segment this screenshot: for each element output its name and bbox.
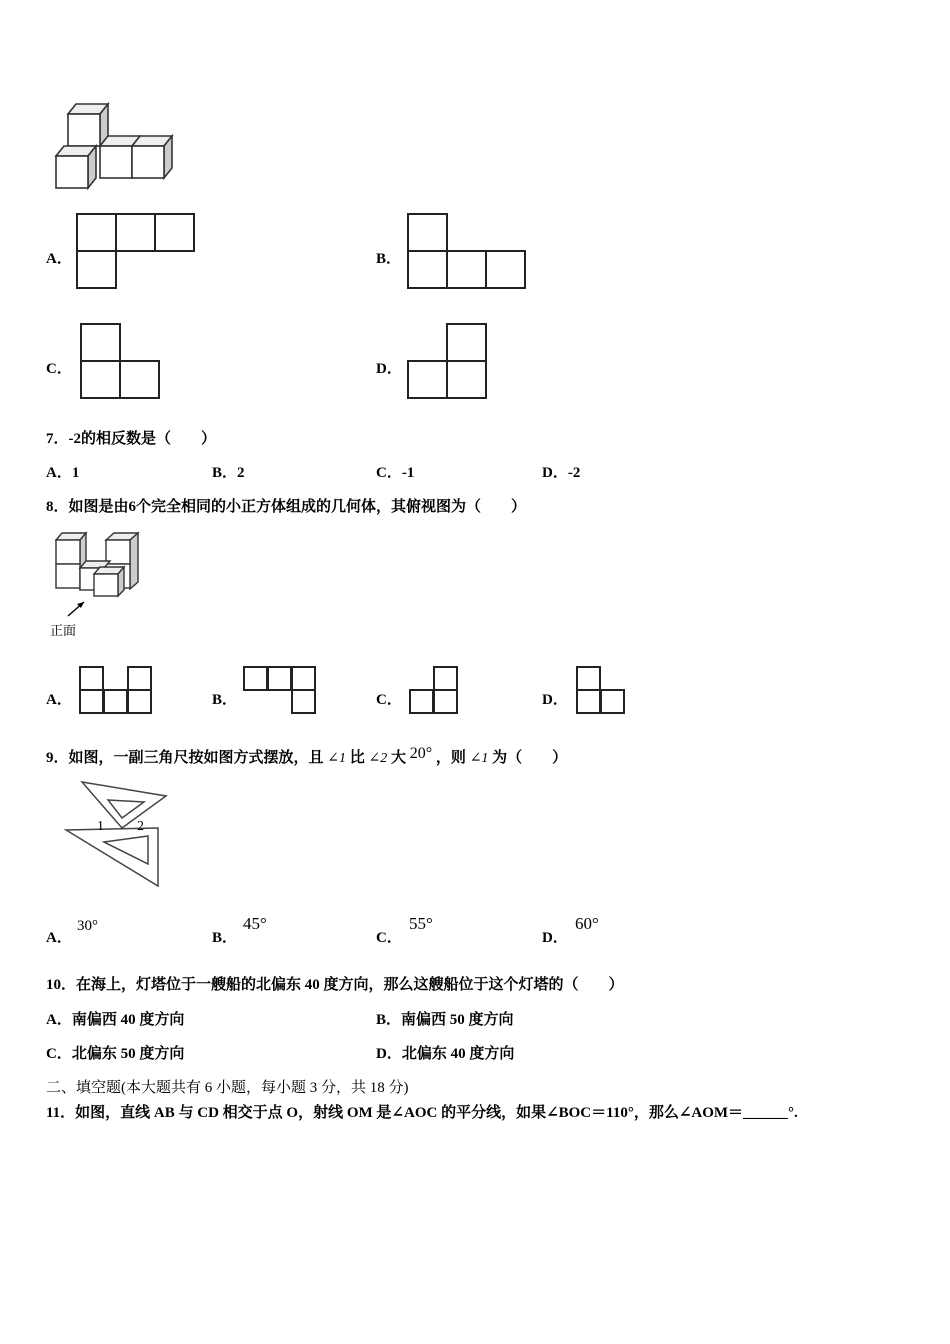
q10-stem: 10．在海上，灯塔位于一艘船的北偏东 40 度方向，那么这艘船位于这个灯塔的（ ） [46, 977, 624, 993]
q9-option-c-letter: C． [376, 930, 402, 946]
q9-stem-c: 大 [391, 750, 407, 766]
q6-option-a-view[interactable] [76, 213, 196, 293]
q9-option-d[interactable] [542, 928, 568, 948]
q8-solid-figure [50, 530, 150, 620]
q8-option-c-letter[interactable]: C． [376, 692, 402, 708]
q6-option-b-view[interactable] [407, 213, 529, 293]
q9-fig-label-2: 2 [137, 819, 144, 834]
q7-option-a[interactable]: A．1 [46, 465, 80, 481]
q10-option-c[interactable]: C．北偏东 50 度方向 [46, 1046, 185, 1062]
q9-option-c-value[interactable]: 55° [409, 914, 433, 933]
q6-solid-figure [50, 98, 180, 194]
q8-option-b-letter[interactable]: B． [212, 692, 238, 708]
q6-option-c-letter[interactable]: C． [46, 361, 72, 377]
q9-option-b-letter: B． [212, 930, 238, 946]
q9-option-b[interactable] [212, 928, 237, 948]
q10-option-d[interactable]: D．北偏东 40 度方向 [376, 1046, 515, 1062]
q9-option-a[interactable] [46, 928, 72, 948]
q8-option-d-view[interactable] [576, 666, 626, 716]
q8-option-c-view[interactable] [409, 666, 459, 716]
q8-option-b-view[interactable] [243, 666, 317, 716]
q9-stem-a: 9．如图，一副三角尺按如图方式摆放，且 [46, 750, 324, 766]
q9-angle1b: ∠1 [469, 751, 489, 766]
q9-option-a-letter: A． [46, 930, 72, 946]
q9-stem-d: ，则 [435, 750, 466, 766]
q9-angle1: ∠1 [327, 751, 346, 766]
q6-option-d-letter[interactable]: D． [376, 361, 402, 377]
q7-option-b[interactable]: B．2 [212, 465, 245, 481]
q9-stem-e: 为（ ） [492, 750, 568, 766]
q9-option-c[interactable] [376, 928, 402, 948]
q8-option-a-letter[interactable]: A． [46, 692, 72, 708]
q8-front-label: 正面 [50, 623, 77, 638]
q6-option-a-letter[interactable]: A． [46, 251, 72, 267]
q9-option-d-value[interactable]: 60° [575, 914, 599, 933]
q10-option-b[interactable]: B．南偏西 50 度方向 [376, 1012, 514, 1028]
q9-triangle-rulers-figure [60, 778, 180, 890]
q9-stem [46, 745, 568, 769]
q11-stem: 11．如图，直线 AB 与 CD 相交于点 O，射线 OM 是∠AOC 的平分线，如果∠BOC＝110°，那么∠AOM＝______°. [46, 1105, 798, 1121]
q9-option-a-value[interactable]: 30° [77, 918, 98, 934]
q6-option-c-view[interactable] [80, 323, 162, 403]
q7-option-d[interactable]: D．-2 [542, 465, 581, 481]
q8-option-a-view[interactable] [79, 666, 153, 716]
q7-stem: 7．-2的相反数是（ ） [46, 431, 216, 447]
q8-option-d-letter[interactable]: D． [542, 692, 568, 708]
q9-fig-label-1: 1 [97, 819, 104, 834]
q9-deg: 20° [409, 745, 433, 762]
q6-option-b-letter[interactable]: B． [376, 251, 402, 267]
q6-option-d-view[interactable] [407, 323, 489, 403]
q9-stem-b: 比 [349, 750, 365, 766]
q10-option-a[interactable]: A．南偏西 40 度方向 [46, 1012, 185, 1028]
q9-option-d-letter: D． [542, 930, 568, 946]
q7-option-c[interactable]: C．-1 [376, 465, 415, 481]
q9-angle2: ∠2 [368, 751, 388, 766]
q8-stem: 8．如图是由6个完全相同的小正方体组成的几何体，其俯视图为（ ） [46, 499, 527, 515]
q9-option-b-value[interactable]: 45° [243, 914, 267, 933]
section-2-heading: 二、填空题(本大题共有 6 小题，每小题 3 分，共 18 分) [46, 1080, 409, 1096]
